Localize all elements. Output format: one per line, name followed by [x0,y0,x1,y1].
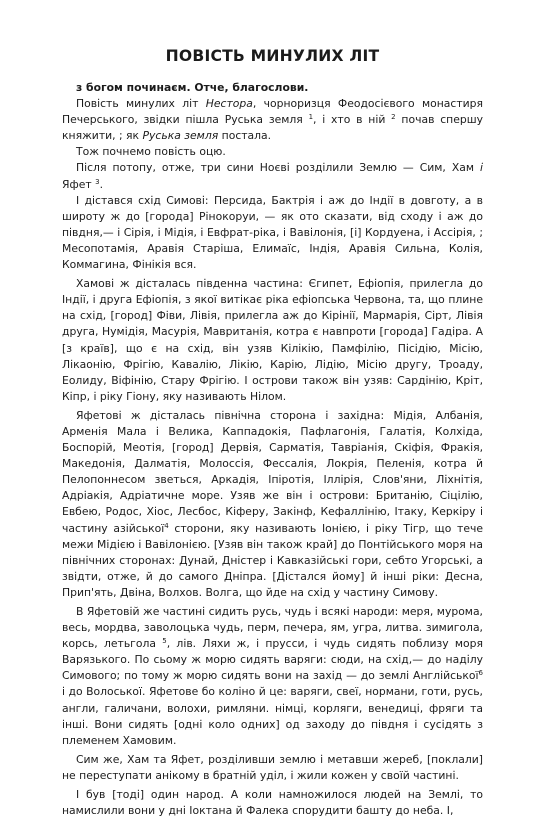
paragraph-division: Сим же, Хам та Яфет, розділивши землю і метавши жереб, [поклали] не переступати анікому в братній уділ, і жили кожен у своїй частині. [62,752,483,782]
footnote-ref: 6 [478,669,483,678]
paragraph-flood: Після потопу, отже, три сини Ноєві розділили Землю — Сим, Хам і Яфет $^3$. [62,161,483,191]
footnote-ref: 5 [162,637,167,646]
footnote-ref: 2 [391,113,396,122]
footnote-ref: 4 [164,521,169,530]
page-title: ПОВІСТЬ МИНУЛИХ ЛІТ [165,47,380,65]
paragraph-peoples: В Яфетовій же частині сидить русь, чудь і всякі народи: меря, мурома, весь, мордва, заволоцька чудь, перм, печера, ям, угра, литва. зимигола, корсь, летьгола $^5$, лів. Ляхи ж, і прусси, і чудь сидять поблизу моря Варязького. По сьому ж морю сидять варяги: сюди, на схід,— до наділу Симового; по тому ж морю сидять вони на захід — до землі Англійської$^6$ і до Волоської. Яфетове бо коліно й це: варяги, свеї, нормани, готи, русь, англи, галичани, волохи, римляни. німці, корляги, венедиці, фряги та інші. Вони сидять [одні коло одних] од заходу до півдня і сусідять з племенем Хамовим. [62,605,483,747]
paragraph-tower: І був [тоді] один народ. А коли намножилося людей на Землі, то намислили вони у дні Іоктана й Фалека спорудити башту до неба. І, [62,788,483,818]
paragraph-invocation: з богом починаєм. Отче, благослови. [76,81,309,94]
document-page [62,44,483,819]
author-name: Нестора [205,97,253,111]
paragraph-sim: І дістався схід Симові: Персида, Бактрія і аж до Індії в довготу, а в широту ж до [города] Рінокоруи, — як ото сказати, від сходу і аж до півдня,— і Сірія, і Мідія, і Евфрат-ріка, і Вавілонія, [і] Кордуена, і Ассірія, ; Месопотамія, Аравія Старіша, Елимаїс, Індія, Аравія Сильна, Колія, Коммагина, Фінікія вся. [62,193,483,272]
paragraph-start: Тож почнемо повість оцю. [76,145,226,159]
paragraph-yafet: Яфетові ж дісталась північна сторона і західна: Мідія, Албанія, Арменія Мала і Велика, Каппадокія, Пафлагонія, Галатія, Колхіда, Боспорій, Меотія, [город] Дервія, Сарматія, Тавріанія, Скіфія, Фракія, Македонія, Далматія, Молоссія, Фессалія, Локрія, Пеленія, котра й Пелопоннесом зветься, Аркадія, Іпіротія, Іллірія, Слов'яни, Ліхнітія, Адріакія, Адріатичне море. Узяв же він і острови: Британію, Сіцілію, Евбею, Родос, Хіос, Лесбос, Кіферу, Закінф, Кефаллінію, Ітаку, Керкіру і частину азійської$^4$ сторони, яку називають Іонією, і ріку Тігр, що тече межи Мідією і Вавілонією. [Узяв він також край] до Понтійського моря на північних сторонах: Дунай, Дністер і Кавказійські гори, себто Угорські, а звідти, отже, й до самого Дніпра. [Дістался йому] й інші ріки: Десна, Прип'ять, Двіна, Волхов. Волга, що йде на схід у частину Симову. [62,408,484,599]
footnote-ref: 3 [95,177,100,186]
footnote-ref: 1 [308,113,314,122]
paragraph-ham: Хамові ж дісталась південна частина: Єгипет, Ефіопія, прилегла до Індії, і друга Ефіопія, з якої витікає ріка ефіопська Червона, та, що плине на схід, [город] Фіви, Лівія, прилегла аж до Кірінії, Мармарія, Сірт, Лівія друга, Нумідія, Масурія, Мавританія, котра є навпроти [города] Гадіра. А [з країв], що є на схід, він узяв Кілікію, Памфілію, Пісідію, Місію, Лікаонію, Фрігію, Кавалію, Лікію, Карію, Лідію, Місію другу, Троаду, Еолиду, Віфінію, Стару Фрігію. І острови також він узяв: Сардінію, Кріт, Кіпр, і ріку Гіону, яку називають Нілом. [62,277,483,403]
paragraph-title-of-tale: Повість минулих літ Нестора, чорноризця Феодосієвого монастиря Печерського, звідки пішла Руська земля $^1$, і хто в ній $^2$ почав спершу княжити, ; як Руська земля постала. [62,97,483,143]
